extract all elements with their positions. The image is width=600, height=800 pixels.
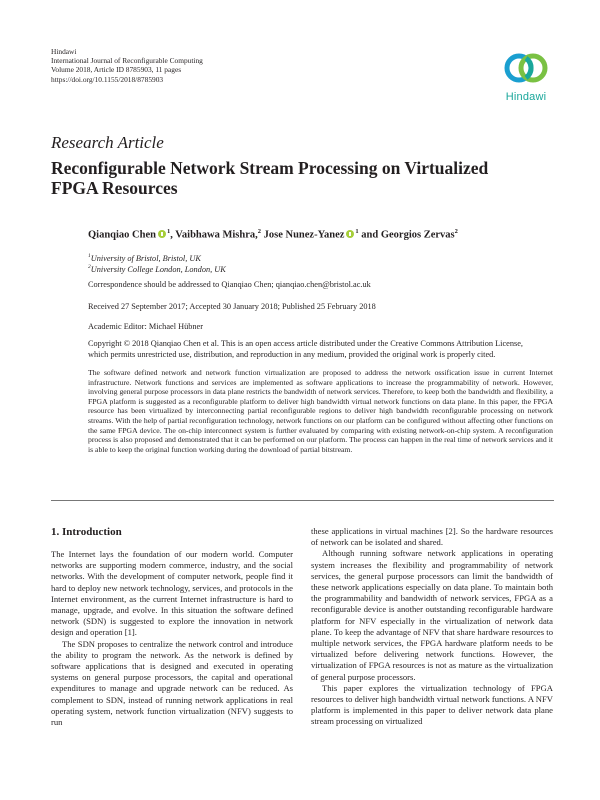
affiliation-mark: 2 [88,264,91,270]
author-name[interactable]: Vaibhawa Mishra, [175,229,258,241]
abstract: The software defined network and network function virtualization are proposed to address the network ossification issue in current Internet infrastructure. Network functions and services are implemented as software applications to increase the programmability of network. However, involving general purpose processors in data plane restricts the bandwidth of network services. Therefore, to keep both the bandwidth and flexibility, a FPGA platform is suggested as a reconfigurable platform to deliver high bandwidth virtual network functions on data plane. In this paper, the FPGA resource has been virtualized by interconnecting partial reconfigurable regions to deliver high bandwidth reconfigurable processing on network streams. With the help of partial reconfiguration technology, network functions on our platform can be configured without affecting other functions on the same FPGA device. The on-chip interconnect system is further evaluated by comparing with existing network-on-chip system. A reconfiguration process is also proposed and demonstrated that it can be performed on our platform. The process can happen in the real time of network services and it is able to keep the original function working during the download of partial bitstream. [88,368,553,454]
body-paragraph: This paper explores the virtualization technology of FPGA resources to deliver high bandwidth virtual network functions. A NFV platform is implemented in this paper to deliver network data plane stream processing on virtualized [311,682,553,727]
body-paragraph: The Internet lays the foundation of our modern world. Computer networks are supporting modern commerce, industry, and the social networks. With the development of computer network, people find it hard to deploy new network technology, services, and protocols in the Internet environment, as the current Internet infrastructure is hard to manage, upgrade, and evolve. In this situation the software defined network (SDN) is suggested to explore the innovation in network design and operation [1]. [51,549,293,638]
left-column [51,526,293,728]
journal-header [51,47,351,84]
volume-info: Volume 2018, Article ID 8785903, 11 pages [51,65,182,75]
affiliation [88,262,226,275]
author-affiliation-mark: 2 [257,228,262,235]
copyright-line: Copyright © 2018 Qianqiao Chen et al. This is an open access article distributed under the Creative Commons Attribution License, [88,339,523,348]
right-column [311,526,553,728]
logo-wordmark: Hindawi [505,91,547,103]
body-paragraph: The SDN proposes to centralize the network control and introduce the ability to program the network. As the network is defined by software applications that is designed and executed in operating systems on general purpose processors, the capital and operational expenditures to manage and upgrade network can be reduced. As complement to SDN, instead of running network applications in real operating system, network function virtualization (NFV) suggests to run [51,638,293,728]
affiliation-mark: 1 [88,253,91,259]
doi-link[interactable]: https://doi.org/10.1155/2018/8785903 [51,74,164,84]
author-affiliation-mark: 1 [166,228,171,235]
publisher-name: Hindawi [51,47,77,56]
orcid-icon[interactable] [346,230,354,238]
author-name[interactable]: and Georgios Zervas [361,229,455,241]
author-list: Qianqiao Chen $^1$, Vaibhawa Mishra,$^2$ Jose Nunez-Yanez $^1$ and Georgios Zervas$^2$ [88,228,458,241]
publication-dates: Received 27 September 2017; Accepted 30 January 2018; Published 25 February 2018 [88,302,376,311]
academic-editor: Academic Editor: Michael Hübner [88,322,203,331]
affiliation-text: University of Bristol, Bristol, UK [90,253,201,263]
hindawi-logo-icon [496,47,556,89]
author-affiliation-mark: 1 [355,228,359,235]
orcid-icon[interactable] [158,230,166,238]
section-heading: 1. Introduction [51,526,122,538]
author-name[interactable]: Jose Nunez-Yanez [263,229,345,241]
affiliation-text: University College London, London, UK [90,264,226,274]
article-title: Reconfigurable Network Stream Processing on Virtualized FPGA Resources [51,158,489,198]
author-affiliation-mark: 2 [454,228,458,235]
correspondence: Correspondence should be addressed to Qianqiao Chen; qianqiao.chen@bristol.ac.uk [88,280,371,289]
body-paragraph: these applications in virtual machines [2]. So the hardware resources of network can be isolated and shared. [311,526,553,548]
hindawi-logo [496,47,556,105]
article-type: Research Article [51,133,164,152]
body-paragraph: Although running software network applications in operating system increases the flexibility and programmability of network services, the general purpose processors can limit the bandwidth of these network applications especially on data plane. To maintain both the programmability and bandwidth of network services, FPGA as a reconfigurable device is another outstanding reconfigurable hardware platform for NFV especially in the virtualization of network data plane. To keep the advantage of NFV that share hardware resources to multiple network services, the FPGA hardware platform needs to be virtualized before delivering network functions. However, the virtualization of FPGA resources is not as mature as the virtualization of general purpose processors. [311,548,553,682]
journal-name: International Journal of Reconfigurable Computing [51,56,203,66]
section-divider [51,500,554,501]
copyright-line: which permits unrestricted use, distribution, and reproduction in any medium, provided the original work is properly cited. [88,350,496,359]
author-name[interactable]: Qianqiao Chen [88,229,156,241]
